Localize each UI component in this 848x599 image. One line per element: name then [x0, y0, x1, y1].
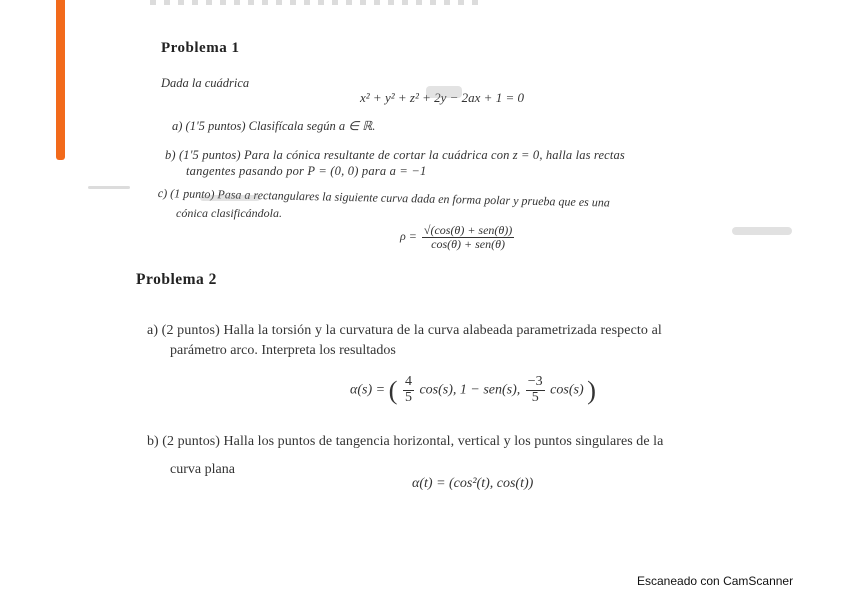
polar-curve-equation — [400, 224, 516, 250]
camscanner-watermark: Escaneado con CamScanner — [637, 574, 794, 588]
polar-lhs: ρ = — [400, 228, 417, 243]
fraction-neg3-5-num: −3 — [527, 374, 543, 389]
alpha-s-lhs: α(s) = — [350, 382, 386, 398]
scan-smudge-right — [732, 227, 792, 235]
scan-smudge-left — [88, 186, 130, 189]
problem1-part-a: a) (1'5 puntos) Clasifícala según a ∈ ℝ. — [172, 119, 376, 133]
polar-denominator: cos(θ) + sen(θ) — [431, 236, 506, 251]
problem1-intro: Dada la cuádrica — [161, 76, 250, 90]
alpha-s-equation — [350, 375, 596, 405]
problem2-part-b-line2: curva plana — [170, 462, 235, 477]
open-paren: ( — [388, 374, 398, 405]
fraction-4-5-den: 5 — [404, 389, 412, 405]
problem2-heading: Problema 2 — [136, 271, 217, 288]
close-paren: ) — [587, 374, 596, 405]
quadric-equation: x² + y² + z² + 2y − 2ax + 1 = 0 — [360, 90, 524, 105]
problem1-part-b-line1: b) (1'5 puntos) Para la cónica resultante de cortar la cuádrica con z = 0, halla las rectas — [165, 148, 625, 162]
problem2-part-a-line1: a) (2 puntos) Halla la torsión y la curvatura de la curva alabeada parametrizada respecto al — [147, 323, 662, 338]
alpha-t-equation: α(t) = (cos²(t), cos(t)) — [412, 476, 534, 491]
fraction-4-5 — [403, 375, 414, 405]
ink-smudge — [426, 86, 462, 98]
problem1-part-c-line1: c) (1 punto) Pasa a rectangulares la siguiente curva dada en forma polar y prueba que es una — [157, 186, 610, 210]
fraction-neg3-5-den: 5 — [531, 389, 539, 405]
fraction-4-5-num: 4 — [404, 374, 412, 389]
problem1-part-b-line2: tangentes pasando por P = (0, 0) para a = −1 — [186, 164, 427, 178]
fraction-neg3-5 — [526, 375, 545, 405]
polar-numerator: √(cos(θ) + sen(θ)) — [423, 223, 513, 237]
problem2-part-b-line1: b) (2 puntos) Halla los puntos de tangencia horizontal, vertical y los puntos singulares de la — [147, 434, 664, 449]
alpha-s-middle-terms: cos(s), 1 − sen(s), — [419, 382, 521, 398]
polar-fraction — [422, 224, 514, 250]
problem1-part-c-line2: cónica clasificándola. — [176, 206, 282, 220]
problem2-part-a-line2: parámetro arco. Interpreta los resultados — [170, 343, 396, 358]
scan-smudge — [200, 195, 260, 201]
alpha-s-end-term: cos(s) — [550, 382, 584, 398]
problem1-heading: Problema 1 — [161, 40, 240, 56]
